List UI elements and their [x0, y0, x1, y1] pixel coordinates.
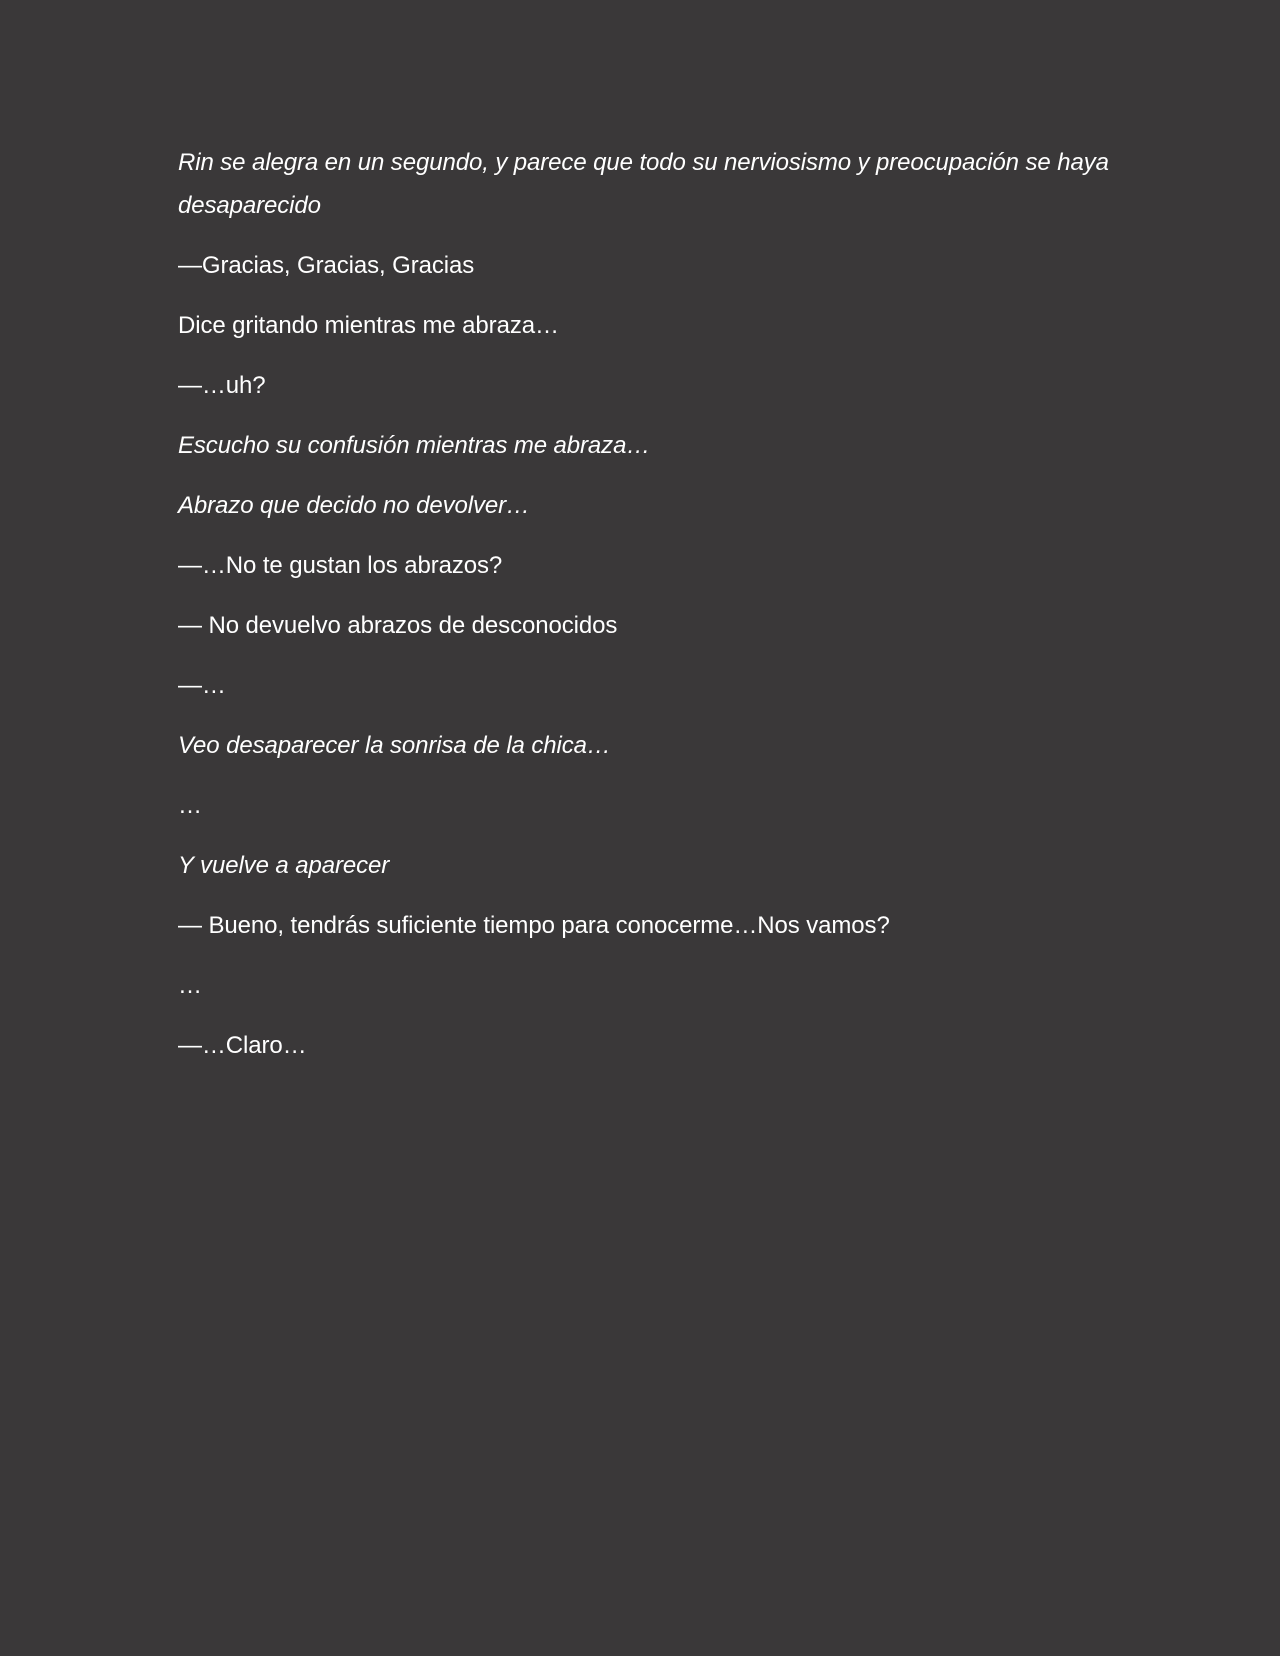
paragraph-0: Rin se alegra en un segundo, y parece que todo su nerviosismo y preocupación se haya desaparecido [178, 149, 1109, 219]
paragraph-6: —…No te gustan los abrazos? [178, 552, 503, 579]
paragraph-12: — Bueno, tendrás suficiente tiempo para conocerme…Nos vamos? [178, 912, 890, 939]
paragraph-11: Y vuelve a aparecer [178, 852, 390, 879]
paragraph-3: —…uh? [178, 372, 266, 399]
paragraph-9: Veo desaparecer la sonrisa de la chica… [178, 732, 611, 759]
document-body [178, 141, 1118, 1084]
paragraph-13: … [178, 972, 202, 999]
paragraph-7: — No devuelvo abrazos de desconocidos [178, 612, 618, 639]
paragraph-5: Abrazo que decido no devolver… [178, 492, 530, 519]
paragraph-8: —… [178, 672, 226, 699]
paragraph-10: … [178, 792, 202, 819]
paragraph-4: Escucho su confusión mientras me abraza… [178, 432, 651, 459]
paragraph-14: —…Claro… [178, 1032, 307, 1059]
paragraph-1: —Gracias, Gracias, Gracias [178, 252, 475, 279]
paragraph-2: Dice gritando mientras me abraza… [178, 312, 559, 339]
